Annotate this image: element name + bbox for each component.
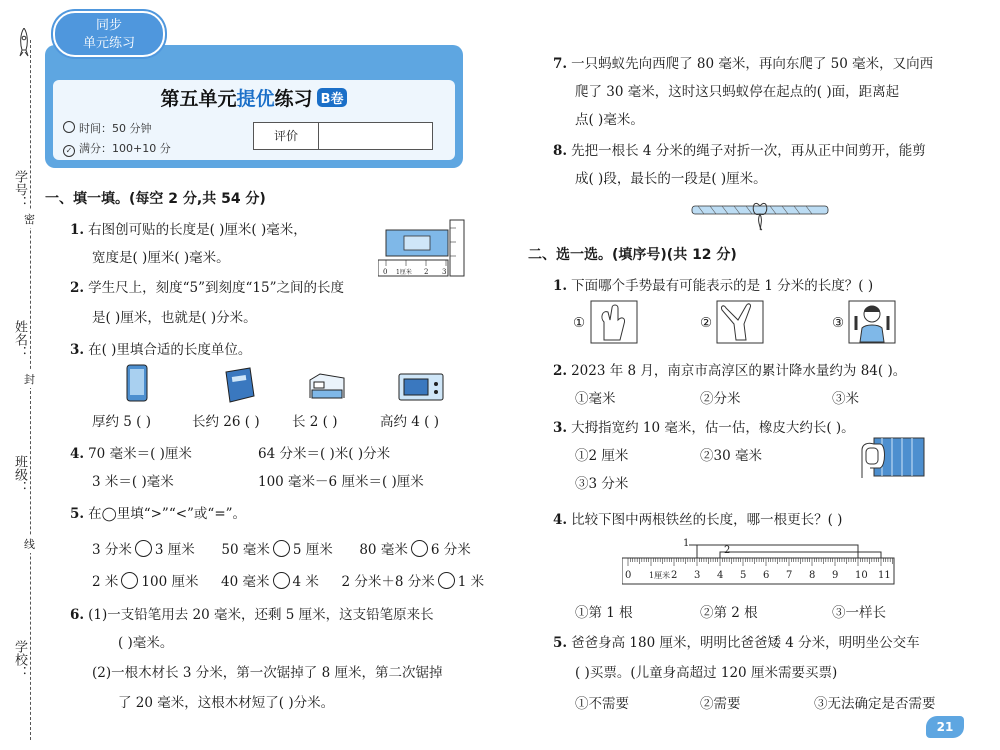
q3-item-bed: 长 2 ( ) <box>292 414 338 430</box>
binding-strip <box>0 0 42 750</box>
ruler-label: 0 <box>625 570 632 581</box>
wire-ruler-figure <box>622 536 900 590</box>
page-number: 21 <box>926 716 964 738</box>
s2q5-line1: 5. 爸爸身高 180 厘米，明明比爸爸矮 4 分米，明明坐公交车 <box>553 635 920 651</box>
time-info: 时间：50 分钟 <box>63 120 152 136</box>
binding-mark-mi: 密 <box>24 210 35 228</box>
s2q4-line: 4. 比较下图中两根铁丝的长度，哪一根更长？( ) <box>553 512 843 528</box>
compare-circle[interactable] <box>273 540 290 557</box>
ruler-label: 4 <box>717 570 724 581</box>
meta-series: 5·3全优卷 <box>245 9 296 22</box>
svg-text:2: 2 <box>424 268 429 276</box>
rope-figure <box>690 198 830 236</box>
compare-circle[interactable] <box>121 572 138 589</box>
rating-label: 评价 <box>254 123 319 149</box>
wire-2 <box>720 552 881 558</box>
q4-row2a: 3 米＝( )毫米 <box>92 474 174 490</box>
svg-text:3: 3 <box>442 268 447 276</box>
meta-grade: 二年级下册 <box>374 9 430 22</box>
q1-line1: 1. 右图创可贴的长度是( )厘米( )毫米， <box>70 222 307 238</box>
q7-line3: 点( )毫米。 <box>575 112 644 128</box>
s2q2-opt1: ①毫米 <box>575 391 616 407</box>
q3-item-height: 高约 4 ( ) <box>380 414 439 430</box>
ruler-label: 7 <box>786 570 793 581</box>
rating-box <box>253 122 433 150</box>
s2q2-opt2: ②分米 <box>700 391 741 407</box>
s2q5-opt2: ②需要 <box>700 696 741 712</box>
banner-panel <box>53 80 455 160</box>
compare-circle[interactable] <box>411 540 428 557</box>
rocket-icon <box>18 28 30 58</box>
q7-line1: 7. 一只蚂蚁先向西爬了 80 毫米，再向东爬了 50 毫米，又向西 <box>553 56 934 72</box>
s2q4-opt2: ②第 2 根 <box>700 605 758 621</box>
q5-row1: 3 分米 3 厘米 50 毫米 5 厘米 80 毫米 6 分米 <box>92 542 471 558</box>
svg-text:0: 0 <box>383 268 388 276</box>
s2q5-opt3: ③无法确定是否需要 <box>814 696 936 712</box>
q7-line2: 爬了 30 毫米，这时这只蚂蚁停在起点的( )面，距离起 <box>575 84 900 100</box>
score-info: ✓ 满分：100+10 分 <box>63 140 171 157</box>
s2q5-line2: ( )买票。(儿童身高超过 120 厘米需要买票) <box>575 665 838 681</box>
ruler-label: 2 <box>671 570 678 581</box>
q8-line2: 成( )段，最长的一段是( )厘米。 <box>575 171 767 187</box>
bed-icon <box>306 368 348 408</box>
meta-subject: 小学数学 <box>313 9 357 22</box>
s2q3-opt1: ①2 厘米 <box>575 448 629 464</box>
q8-line1: 8. 先把一根长 4 分米的绳子对折一次，再从正中间剪开，能剪 <box>553 143 926 159</box>
compare-circle[interactable] <box>135 540 152 557</box>
ruler-svg <box>622 536 900 590</box>
binding-mark-feng: 封 <box>24 370 35 388</box>
ruler-label: 3 <box>694 570 701 581</box>
check-icon: ✓ <box>63 145 75 157</box>
q6-2-line2: 了 20 毫米，这根木材短了( )分米。 <box>118 695 335 711</box>
q2-line1: 2. 学生尺上，刻度“5”到刻度“15”之间的长度 <box>70 280 344 296</box>
s2q2-opt3: ③米 <box>832 391 859 407</box>
ruler-label: 11 <box>878 570 891 581</box>
q6-1-line1: 6. (1)一支铅笔用去 20 毫米，还剩 5 厘米，这支铅笔原来长 <box>70 607 434 623</box>
student-id-label: 学号： <box>12 170 27 209</box>
person-gesture-3 <box>848 300 896 348</box>
q4-row2b: 100 毫米－6 厘米＝( )厘米 <box>258 474 424 490</box>
q6-1-line2: ( )毫米。 <box>118 635 174 651</box>
sync-badge <box>53 11 165 57</box>
s2q4-opt3: ③一样长 <box>832 605 886 621</box>
q6-2-line1: (2)一根木材长 3 分米，第一次锯掉了 8 厘米，第二次锯掉 <box>92 665 443 681</box>
s2q3-opt3: ③3 分米 <box>575 476 629 492</box>
q4-row1b: 64 分米＝( )米( )分米 <box>258 446 391 462</box>
q2-line2: 是( )厘米，也就是( )分米。 <box>92 310 257 326</box>
ruler-label: 6 <box>763 570 770 581</box>
header-banner <box>45 9 463 168</box>
microwave-icon <box>398 372 446 408</box>
svg-text:1厘米: 1厘米 <box>396 269 412 276</box>
compare-circle[interactable] <box>438 572 455 589</box>
name-label: 姓名： <box>12 320 27 359</box>
q4-row1a: 4. 70 毫米＝( )厘米 <box>70 446 192 462</box>
book-meta <box>245 7 471 23</box>
phone-icon <box>125 364 151 408</box>
section1-heading: 一、填一填。(每空 2 分,共 54 分) <box>45 191 266 207</box>
section2-heading: 二、选一选。(填序号)(共 12 分) <box>528 247 737 263</box>
s2q4-opt1: ①第 1 根 <box>575 605 633 621</box>
book-icon <box>222 366 258 408</box>
q5-line: 5. 在◯里填“>”“<”或“=”。 <box>70 506 247 522</box>
binding-dashed-line <box>30 40 31 740</box>
q5-row2: 2 米 100 厘米 40 毫米 4 米 2 分米＋8 分米 1 米 <box>92 574 485 590</box>
s2q3-opt2: ②30 毫米 <box>700 448 762 464</box>
badge-line1: 同步 <box>95 18 122 33</box>
q3-item-thickness: 厚约 5 ( ) <box>92 414 151 430</box>
title-badge: B卷 <box>317 88 348 107</box>
s2q1-line: 1. 下面哪个手势最有可能表示的是 1 分米的长度？( ) <box>553 278 874 294</box>
ruler-label: 10 <box>855 570 868 581</box>
s2q1-opt3: ③ <box>832 315 845 331</box>
q1-line2: 宽度是( )厘米( )毫米。 <box>92 250 230 266</box>
s2q3-line: 3. 大拇指宽约 10 毫米，估一估，橡皮大约长( )。 <box>553 420 855 436</box>
ruler-label: 9 <box>832 570 839 581</box>
class-label: 班级： <box>12 455 27 494</box>
clock-icon <box>63 121 75 133</box>
wire-2-label: 2 <box>724 545 731 556</box>
ruler-label: 1厘米 <box>649 571 671 580</box>
meta-edition: SJ <box>447 9 458 22</box>
s2q5-opt1: ①不需要 <box>575 696 629 712</box>
hand-gesture-2 <box>716 300 764 348</box>
binding-mark-xian: 线 <box>24 535 35 553</box>
ruler-label: 5 <box>740 570 747 581</box>
page-title: 第五单元提优练习 B卷 <box>53 84 455 111</box>
hand-gesture-1 <box>590 300 638 348</box>
s2q1-opt2: ② <box>700 315 713 331</box>
q3-item-length: 长约 26 ( ) <box>192 414 260 430</box>
school-label: 学校： <box>12 640 27 679</box>
s2q2-line: 2. 2023 年 8 月，南京市高淳区的累计降水量约为 84( )。 <box>553 363 907 379</box>
bandage-ruler-figure <box>378 216 472 280</box>
thumb-eraser-figure <box>858 436 928 484</box>
wire-1-label: 1 <box>683 538 690 549</box>
compare-circle[interactable] <box>273 572 290 589</box>
ruler-label: 8 <box>809 570 816 581</box>
q3-line: 3. 在( )里填合适的长度单位。 <box>70 342 252 358</box>
s2q1-opt1: ① <box>573 315 586 331</box>
badge-line2: 单元练习 <box>82 36 135 51</box>
